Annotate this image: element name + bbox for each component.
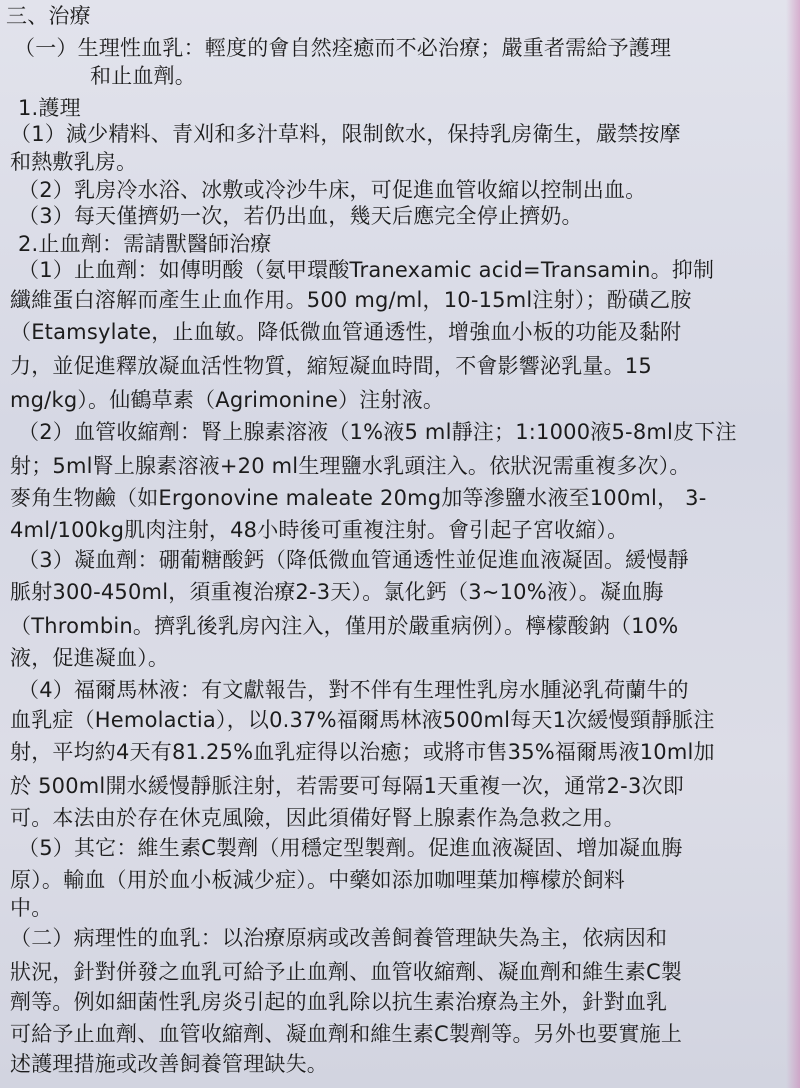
text-line: 可給予止血劑、血管收縮劑、凝血劑和維生素C製劑等。另外也要實施上 xyxy=(10,1022,683,1046)
text-line: （5）其它：維生素C製劑（用穩定型製劑。促進血液凝固、增加凝血脢 xyxy=(18,836,683,860)
text-line: （2）血管收縮劑：腎上腺素溶液（1%液5 ml靜注；1:1000液5-8ml皮下注 xyxy=(18,420,737,444)
text-line: （Etamsylate，止血敏。降低微血管通透性，增強血小板的功能及黏附 xyxy=(10,320,682,344)
text-line: 血乳症（Hemolactia），以0.37%福爾馬林液500ml每天1次緩慢頸靜脈注 xyxy=(10,708,715,732)
text-line: 脈射300-450ml，須重複治療2-3天）。氯化鈣（3~10%液）。凝血脢 xyxy=(10,580,664,604)
text-line: 述護理措施或改善飼養管理缺失。 xyxy=(10,1052,328,1076)
text-line: mg/kg）。仙鶴草素（Agrimonine）注射液。 xyxy=(10,388,445,412)
section-heading: 三、治療 xyxy=(6,4,91,28)
text-line: 和止血劑。 xyxy=(90,64,196,88)
text-line: 於 500ml開水緩慢靜脈注射，若需要可每隔1天重複一次，通常2-3次即 xyxy=(10,774,684,798)
text-line: （3）凝血劑：硼葡糖酸鈣（降低微血管通透性並促進血液凝固。緩慢靜 xyxy=(18,548,689,572)
text-line: 力，並促進釋放凝血活性物質，縮短凝血時間，不會影響泌乳量。15 xyxy=(10,354,652,378)
text-line: 中。 xyxy=(10,896,53,920)
text-line: （二）病理性的血乳：以治療原病或改善飼養管理缺失為主，依病因和 xyxy=(10,926,668,950)
text-line: 和熱敷乳房。 xyxy=(10,150,138,174)
text-line: （1）減少精料、青刈和多汁草料，限制飲水，保持乳房衛生，嚴禁按摩 xyxy=(10,122,681,146)
subheading: 2.止血劑：需請獸醫師治療 xyxy=(18,232,272,256)
text-line: 4ml/100kg肌肉注射，48小時後可重複注射。會引起子宮收縮）。 xyxy=(10,518,629,542)
text-line: 纖維蛋白溶解而產生止血作用。500 mg/ml，10-15ml注射）；酚磺乙胺 xyxy=(10,288,692,312)
page-edge xyxy=(786,0,800,1088)
text-line: 麥角生物鹼（如Ergonovine maleate 20mg加等滲鹽水液至100ml， 3- xyxy=(10,486,707,510)
text-line: 射，平均約4天有81.25%血乳症得以治癒；或將市售35%福爾馬液10ml加 xyxy=(10,740,715,764)
text-line: （Thrombin。擠乳後乳房內注入，僅用於嚴重病例）。檸檬酸鈉（10% xyxy=(10,614,679,638)
text-line: 射；5ml腎上腺素溶液+20 ml生理鹽水乳頭注入。依狀況需重複多次）。 xyxy=(10,454,691,478)
text-line: （3）每天僅擠奶一次，若仍出血，幾天后應完全停止擠奶。 xyxy=(18,204,583,228)
text-line: （1）止血劑：如傳明酸（氨甲環酸Tranexamic acid=Transamin。抑制 xyxy=(18,258,715,282)
subheading: 1.護理 xyxy=(18,96,81,120)
text-line: 可。本法由於存在休克風險，因此須備好腎上腺素作為急救之用。 xyxy=(10,806,625,830)
text-line: 液，促進凝血）。 xyxy=(10,646,170,670)
text-line: （一）生理性血乳：輕度的會自然痊癒而不必治療；嚴重者需給予護理 xyxy=(14,36,672,60)
text-line: 狀況，針對併發之血乳可給予止血劑、血管收縮劑、凝血劑和維生素C製 xyxy=(10,960,683,984)
text-line: 原）。輸血（用於血小板減少症）。中藥如添加咖哩葉加檸檬於飼料 xyxy=(10,868,625,892)
text-line: （4）福爾馬林液：有文獻報告，對不伴有生理性乳房水腫泌乳荷蘭牛的 xyxy=(18,678,689,702)
text-line: （2）乳房冷水浴、冰敷或冷沙牛床，可促進血管收縮以控制出血。 xyxy=(18,178,647,202)
text-line: 劑等。例如細菌性乳房炎引起的血乳除以抗生素治療為主外，針對血乳 xyxy=(10,990,668,1014)
